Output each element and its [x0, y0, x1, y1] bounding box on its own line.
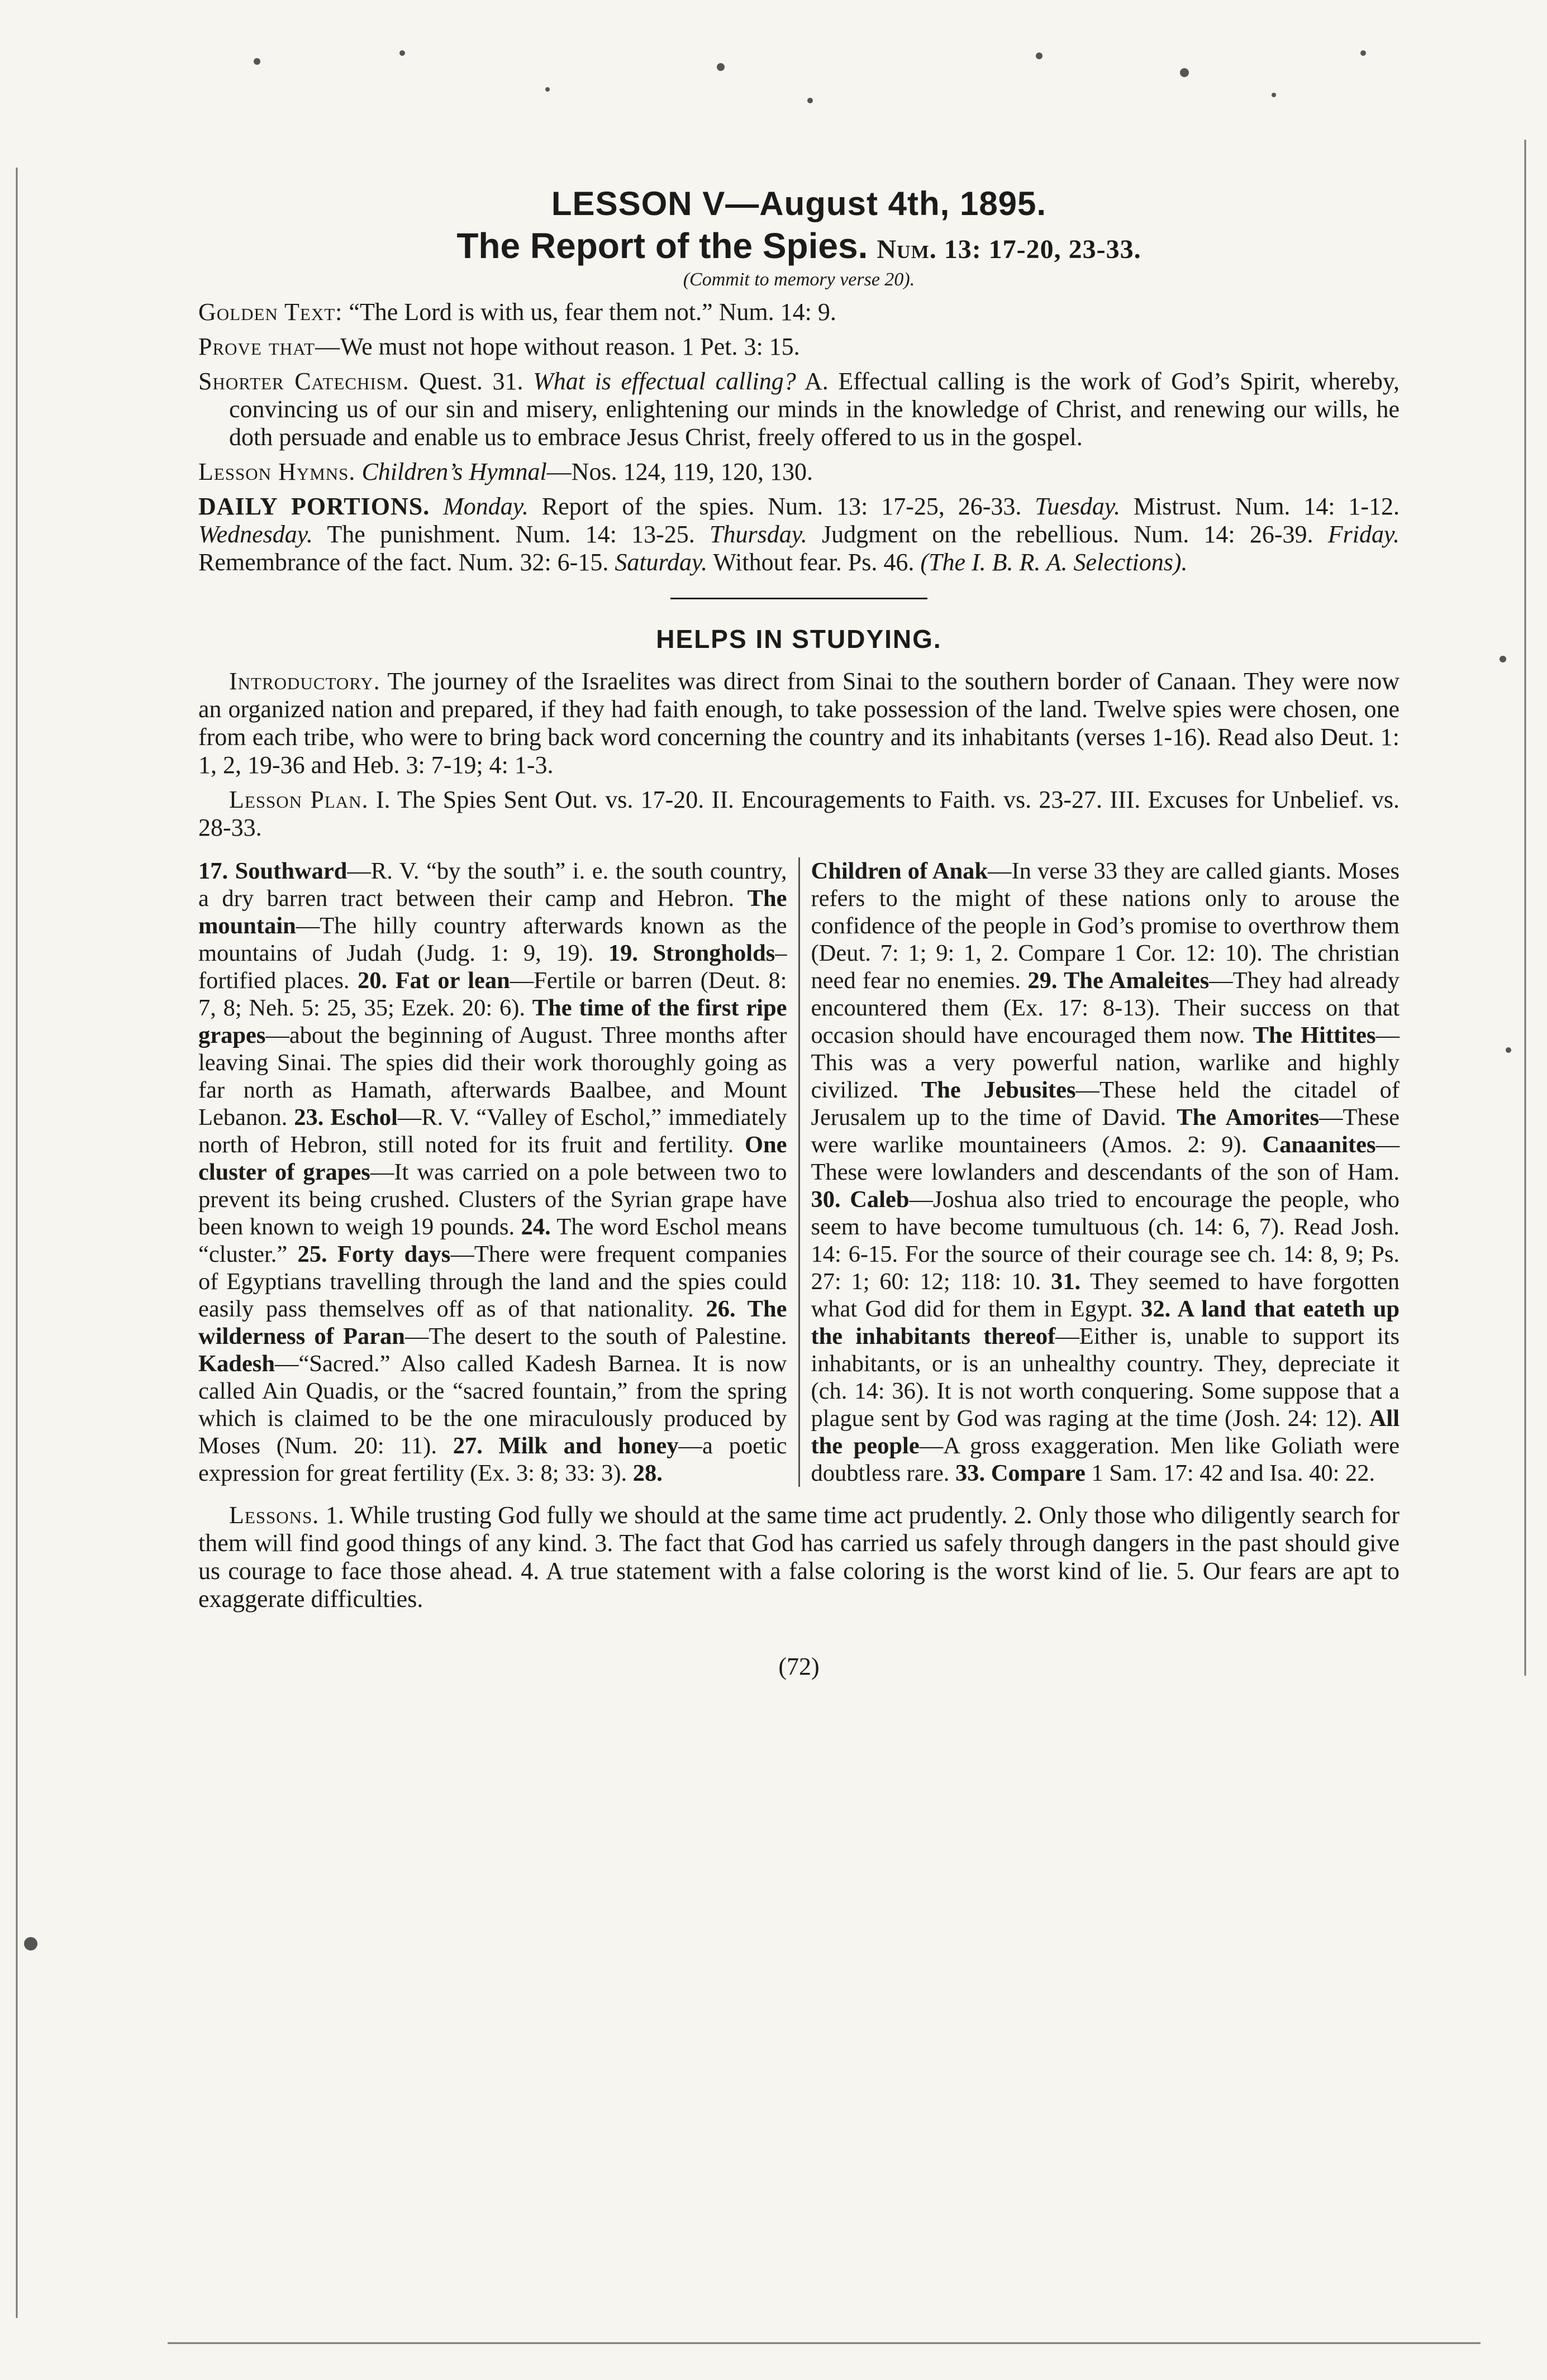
note-head: 19. Strongholds: [608, 940, 775, 966]
catechism-answer: Effectual calling is the work of God’s Spirit, whereby, convincing us of our sin and misery, enlightening our minds in the knowledge of Christ, and renewing our wills, he doth persuade and enable us to embrace Jesus Christ, freely offered to us in the gospel.: [229, 368, 1400, 451]
note-text: —These held the citadel of Jerusalem up to the time of David.: [811, 1077, 1400, 1131]
shorter-catechism: [198, 368, 1400, 451]
lesson-plan: [198, 786, 1400, 842]
prove-that-body: We must not hope without reason. 1 Pet. 3: 15.: [340, 333, 800, 360]
note-head: 31.: [1050, 1268, 1081, 1295]
notes-right-column: [811, 857, 1400, 1487]
daily-selections: (The I. B. R. A. Selections).: [920, 549, 1188, 576]
note-text: —The desert to the south of Palestine.: [404, 1323, 787, 1349]
note-text: —R. V. “by the south” i. e. the south country, a dry barren tract between their camp and Hebron.: [198, 858, 787, 912]
notes-right-text: [811, 857, 1400, 1487]
hymns-numbers: —Nos. 124, 119, 120, 130.: [546, 458, 813, 485]
note-text: They seemed to have forgotten what God did for them in Egypt.: [811, 1268, 1400, 1322]
note-head: 25. Forty days: [297, 1241, 451, 1267]
page-number: (72): [778, 1653, 820, 1680]
catechism-label: Shorter Catechism.: [198, 368, 410, 395]
daily-day-text: Without fear. Ps. 46.: [713, 549, 915, 576]
note-text: —The hilly country afterwards known as the mountains of Judah (Judg. 1: 9, 19).: [198, 913, 787, 966]
commit-note: (Commit to memory verse 20).: [683, 269, 915, 290]
golden-text-body: “The Lord is with us, fear them not.” Num. 14: 9.: [349, 298, 836, 326]
note-head: One cluster of grapes: [198, 1132, 787, 1185]
catechism-answer-label: A.: [804, 368, 829, 395]
note-text: —Fertile or barren (Deut. 8: 7, 8; Neh. 5: 25, 35; Ezek. 20: 6).: [198, 967, 787, 1021]
note-head: The time of the first ripe grapes: [198, 995, 787, 1048]
note-text: —Joshua also tried to encourage the people, who seem to have become tumultuous (ch. 14: 6, 7). Read Josh. 14: 6-15. For the source of their courage see ch. 14: 8, 9; Ps. 27: 1; 60: 12; 118: 10.: [811, 1186, 1400, 1295]
daily-day-label: Wednesday.: [198, 521, 313, 548]
subtitle-reference: Num. 13: 17-20, 23-33.: [877, 235, 1141, 264]
daily-day-label: Tuesday.: [1035, 493, 1121, 520]
note-text: —There were frequent companies of Egyptians travelling through the land and the spies could easily pass themselves off as of that nationality.: [198, 1241, 787, 1322]
note-text: The word Eschol means “cluster.”: [198, 1214, 787, 1267]
daily-portions: [198, 493, 1400, 576]
note-head: All the people: [811, 1405, 1400, 1459]
note-text: —Either is, unable to support its inhabitants, or is an unhealthy country. They, depreciate it (ch. 14: 36). It is not worth conquering. Some suppose that a plague sent by God was raging at the time (Josh. 24: 12).: [811, 1323, 1400, 1432]
note-text: –fortified places.: [198, 940, 787, 994]
note-head: The Hittites: [1253, 1022, 1376, 1048]
note-head: Kadesh: [198, 1351, 275, 1377]
lessons: [198, 1501, 1400, 1613]
lesson-plan-body: I. The Spies Sent Out. vs. 17-20. II. Encouragements to Faith. vs. 23-27. III. Excuses for Unbelief. vs. 28-33.: [198, 786, 1400, 841]
note-text: —These were lowlanders and descendants of the son of Ham.: [811, 1132, 1400, 1185]
lesson-page: [198, 184, 1400, 1681]
subtitle-title: The Report of the Spies.: [456, 226, 868, 266]
note-text: —These were warlike mountaineers (Amos. 2: 9).: [811, 1104, 1400, 1158]
note-text: —R. V. “Valley of Eschol,” immediately north of Hebron, still noted for its fruit and fertility.: [198, 1104, 787, 1158]
introductory-body: The journey of the Israelites was direct from Sinai to the southern border of Canaan. They were now an organized nation and prepared, if they had faith enough, to take possession of the land. Twelve spies were chosen, one from each tribe, who were to bring back word concerning the country and its inhabitants (verses 1-16). Read also Deut. 1: 1, 2, 19-36 and Heb. 3: 7-19; 4: 1-3.: [198, 667, 1400, 779]
note-head: The Amorites: [1177, 1104, 1320, 1131]
daily-day-label: Thursday.: [709, 521, 807, 548]
lessons-body: 1. While trusting God fully we should at the same time act prudently. 2. Only those who diligently search for them will find good things of any kind. 3. The fact that God has carried us safely through dangers in the past should give us courage to face those ahead. 4. A true statement with a false coloring is the worst kind of lie. 5. Our fears are apt to exaggerate difficulties.: [198, 1501, 1400, 1613]
lesson-title: LESSON V—August 4th, 1895.: [551, 185, 1047, 222]
note-head: 28.: [632, 1460, 663, 1486]
daily-day-text: Mistrust. Num. 14: 1-12.: [1133, 493, 1400, 520]
note-head: 27. Milk and honey: [453, 1433, 679, 1459]
lesson-subtitle: [198, 225, 1400, 267]
lesson-hymns: [198, 458, 1400, 486]
prove-that-label: Prove that—: [198, 333, 341, 360]
prove-that: [198, 333, 1400, 361]
note-text: 1 Sam. 17: 42 and Isa. 40: 22.: [1085, 1460, 1375, 1486]
note-head: 23. Eschol: [294, 1104, 398, 1131]
note-head: 29. The Amaleites: [1027, 967, 1210, 994]
golden-text-label: Golden Text:: [198, 298, 343, 326]
introductory-label: Introductory.: [229, 667, 380, 695]
note-text: —about the beginning of August. Three months after leaving Sinai. The spies did their work thoroughly going as far north as Hamath, afterwards Baalbee, and Mount Lebanon.: [198, 1022, 787, 1131]
daily-day-text: Report of the spies. Num. 13: 17-25, 26-33.: [541, 493, 1022, 520]
daily-day-label: Friday.: [1327, 521, 1400, 548]
note-head: The Jebusites: [921, 1077, 1076, 1103]
daily-day-text: Remembrance of the fact. Num. 32: 6-15.: [198, 549, 609, 576]
section-divider: [670, 598, 927, 599]
daily-day-text: The punishment. Num. 14: 13-25.: [327, 521, 695, 548]
catechism-question: Quest. 31.: [419, 368, 523, 395]
lessons-label: Lessons.: [229, 1501, 320, 1529]
notes-left-text: [198, 857, 787, 1487]
note-text: —A gross exaggeration. Men like Goliath were doubtless rare.: [811, 1433, 1400, 1486]
note-text: —This was a very powerful nation, warlike and highly civilized.: [811, 1022, 1400, 1103]
note-head: 26. The wilderness of Paran: [198, 1296, 787, 1349]
introductory: [198, 667, 1400, 779]
golden-text: [198, 298, 1400, 326]
note-head: The mountain: [198, 885, 787, 939]
daily-day-text: Judgment on the rebellious. Num. 14: 26-39.: [822, 521, 1313, 548]
note-head: Canaanites: [1262, 1132, 1376, 1158]
lesson-plan-label: Lesson Plan.: [229, 786, 369, 813]
daily-day-label: Saturday.: [615, 549, 708, 576]
note-text: —In verse 33 they are called giants. Moses refers to the might of these nations only to arouse the confidence of the people in God’s promise to overthrow them (Deut. 7: 1; 9: 1, 2. Compare 1 Cor. 12: 10). The christian need fear no enemies.: [811, 858, 1400, 994]
note-head: Children of Anak: [811, 858, 988, 884]
hymns-label: Lesson Hymns.: [198, 458, 356, 485]
notes-left-column: [198, 857, 787, 1487]
note-text: —It was carried on a pole between two to prevent its being crushed. Clusters of the Syrian grape have been known to weigh 19 pounds.: [198, 1159, 787, 1240]
note-head: 33. Compare: [955, 1460, 1086, 1486]
note-text: —They had already encountered them (Ex. 17: 8-13). Their success on that occasion should have encouraged them now.: [811, 967, 1400, 1048]
note-head: 20. Fat or lean: [358, 967, 510, 994]
note-text: —a poetic expression for great fertility (Ex. 3: 8; 33: 3).: [198, 1433, 787, 1486]
note-head: 32. A land that eateth up the inhabitants thereof: [811, 1296, 1400, 1349]
catechism-question-text: What is effectual calling?: [533, 368, 796, 395]
notes-columns: [198, 857, 1400, 1487]
daily-day-label: Monday.: [443, 493, 529, 520]
note-text: —“Sacred.” Also called Kadesh Barnea. It is now called Ain Quadis, or the “sacred fountain,” from the spring which is claimed to be the one miraculously produced by Moses (Num. 20: 11).: [198, 1351, 787, 1459]
note-head: 30. Caleb: [811, 1186, 910, 1213]
column-divider: [798, 857, 800, 1487]
helps-heading: HELPS IN STUDYING.: [656, 624, 942, 654]
note-head: 24.: [521, 1214, 551, 1240]
note-head: 17. Southward: [198, 858, 348, 884]
hymns-book: Children’s Hymnal: [361, 458, 547, 485]
daily-portions-label: DAILY PORTIONS.: [198, 493, 430, 520]
